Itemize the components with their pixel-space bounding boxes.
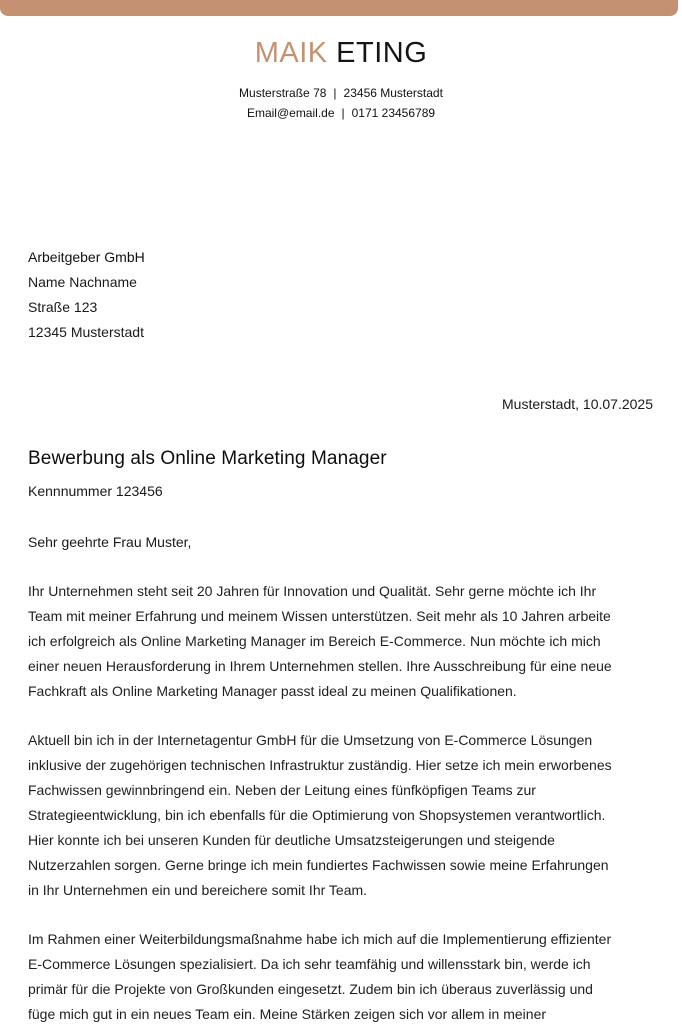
letter-subject: Bewerbung als Online Marketing Manager bbox=[28, 448, 387, 469]
recipient-street: Straße 123 bbox=[28, 299, 98, 315]
address-city: 23456 Musterstadt bbox=[343, 86, 443, 100]
paragraph-line: Team mit meiner Erfahrung und meinem Wissen unterstützen. Seit mehr als 10 Jahren arbeite bbox=[28, 608, 611, 624]
paragraph-line: füge mich gut in ein neues Team ein. Meine Stärken zeigen sich vor allem in meiner bbox=[28, 1006, 547, 1022]
recipient-company: Arbeitgeber GmbH bbox=[28, 249, 145, 265]
address-line bbox=[0, 85, 682, 101]
paragraph-line: Fachwissen gewinnbringend ein. Neben der Leitung eines fünfköpfigen Teams zur bbox=[28, 782, 536, 798]
email: Email@email.de bbox=[246, 106, 335, 120]
recipient-address bbox=[28, 245, 145, 345]
last-name: ETING bbox=[336, 37, 428, 69]
paragraph-line: Fachkraft als Online Marketing Manager passt ideal zu meinen Qualifikationen. bbox=[28, 683, 517, 699]
paragraph-line: Aktuell bin ich in der Internetagentur GmbH für die Umsetzung von E-Commerce Lösungen bbox=[28, 732, 593, 748]
phone: 0171 23456789 bbox=[351, 106, 436, 120]
letter-date: Musterstadt, 10.07.2025 bbox=[502, 396, 653, 412]
accent-bar bbox=[0, 0, 678, 16]
paragraph-line: Strategieentwicklung, bin ich ebenfalls für die Optimierung von Shopsystemen verantwortlich. bbox=[28, 807, 606, 823]
paragraph-line: Nutzerzahlen sorgen. Gerne bringe ich mein fundiertes Fachwissen sowie meine Erfahrungen bbox=[28, 857, 609, 873]
contact-details bbox=[0, 105, 682, 121]
paragraph-line: primär für die Projekte von Großkunden eingesetzt. Zudem bin ich überaus zuverlässig und bbox=[28, 981, 593, 997]
body-paragraph bbox=[28, 579, 668, 704]
paragraph-line: E-Commerce Lösungen spezialisiert. Da ich sehr teamfähig und willensstark bin, werde ich bbox=[28, 956, 591, 972]
paragraph-line: Hier konnte ich bei unseren Kunden für deutliche Umsatzsteigerungen und steigende bbox=[28, 832, 555, 848]
paragraph-line: einer neuen Herausforderung in Ihrem Unternehmen stellen. Ihre Ausschreibung für eine neue bbox=[28, 658, 612, 674]
recipient-contact: Name Nachname bbox=[28, 274, 137, 290]
separator: | bbox=[333, 86, 337, 100]
reference-number: Kennnummer 123456 bbox=[28, 483, 163, 499]
applicant-name bbox=[0, 36, 682, 70]
paragraph-line: ich erfolgreich als Online Marketing Manager im Bereich E-Commerce. Nun möchte ich mich bbox=[28, 633, 601, 649]
body-paragraph bbox=[28, 728, 668, 903]
salutation: Sehr geehrte Frau Muster, bbox=[28, 534, 192, 550]
paragraph-line: Im Rahmen einer Weiterbildungsmaßnahme habe ich mich auf die Implementierung effizienter bbox=[28, 931, 612, 947]
recipient-city: 12345 Musterstadt bbox=[28, 324, 144, 340]
paragraph-line: inklusive der zugehörigen technischen Infrastruktur zuständig. Hier setze ich mein erworbenes bbox=[28, 757, 612, 773]
separator: | bbox=[341, 106, 345, 120]
address-street: Musterstraße 78 bbox=[239, 86, 327, 100]
first-name: MAIK bbox=[254, 37, 328, 69]
paragraph-line: in Ihr Unternehmen ein und bereichere somit Ihr Team. bbox=[28, 882, 368, 898]
paragraph-line: Ihr Unternehmen steht seit 20 Jahren für Innovation und Qualität. Sehr gerne möchte ich Ihr bbox=[28, 583, 597, 599]
body-paragraph bbox=[28, 927, 668, 1027]
